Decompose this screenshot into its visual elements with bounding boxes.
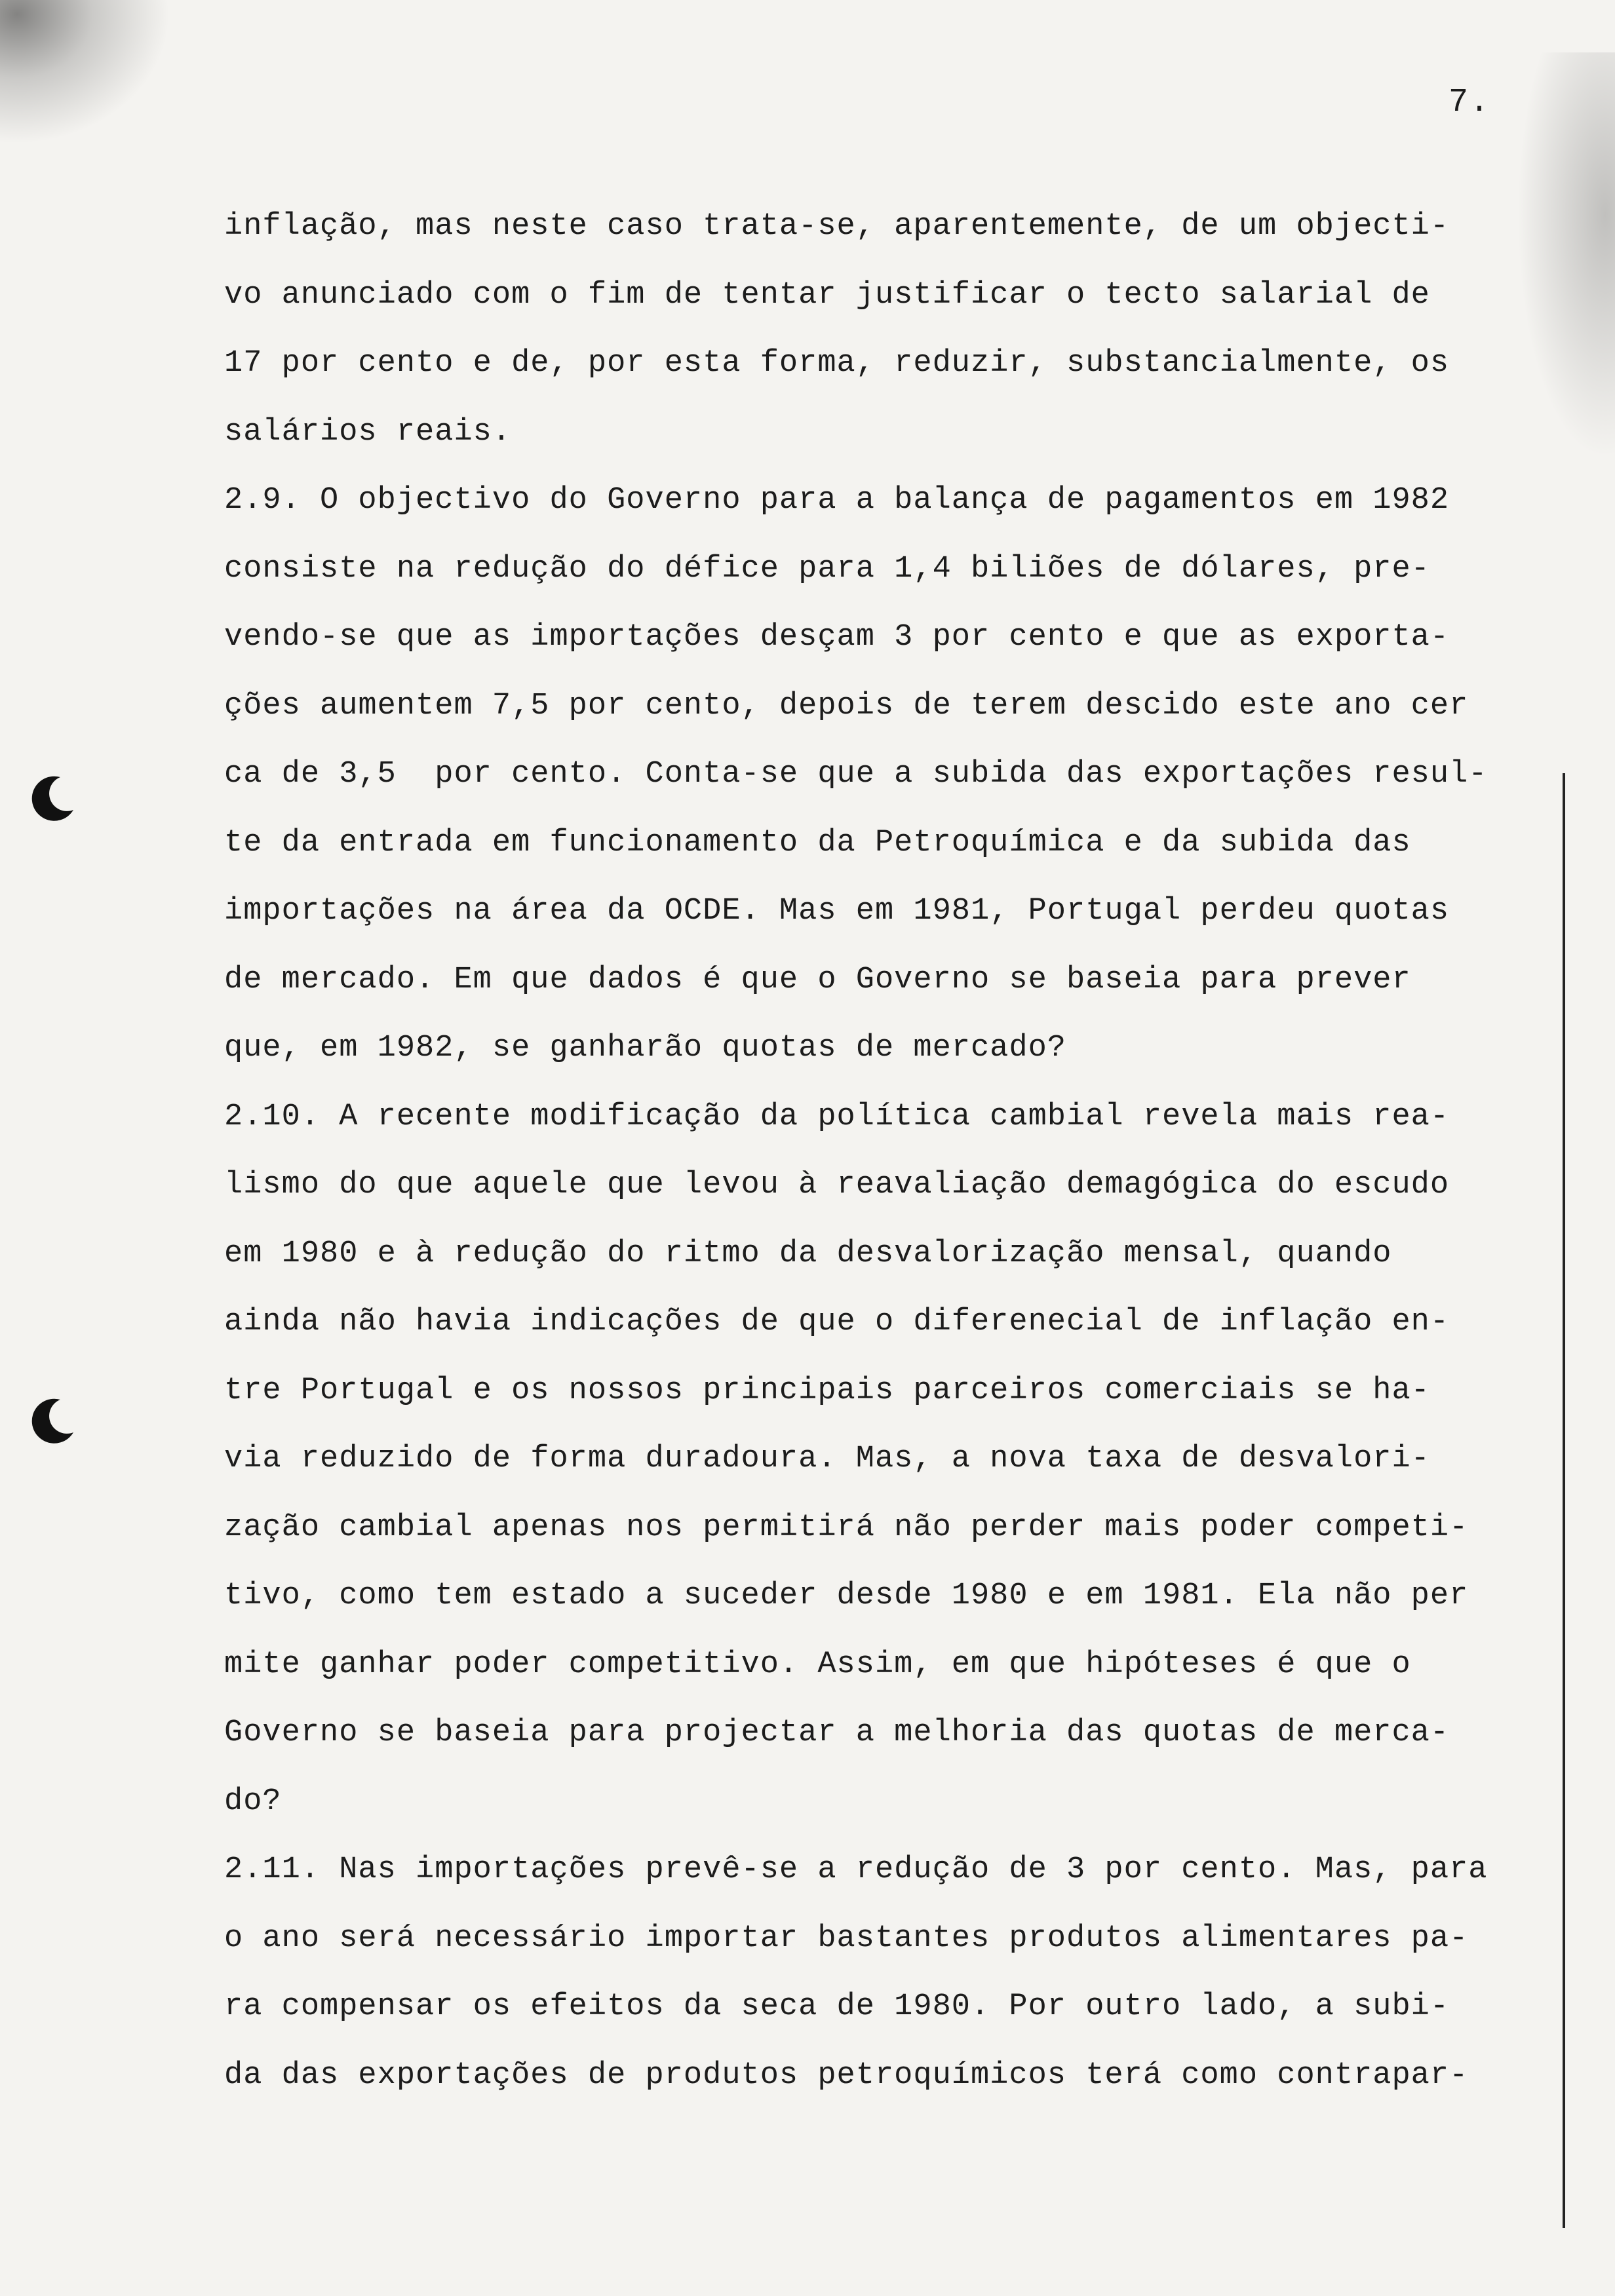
text-line: do?: [224, 1784, 282, 1819]
scan-shadow-top-left: [0, 0, 170, 144]
text-line: o ano será necessário importar bastantes produtos alimentares pa-: [224, 1921, 1469, 1956]
text-line: 2.11. Nas importações prevê-se a redução de 3 por cento. Mas, para: [224, 1852, 1488, 1887]
page-edge-line: [1563, 773, 1565, 2228]
text-line: ções aumentem 7,5 por cento, depois de terem descido este ano cer: [224, 688, 1469, 723]
text-line: via reduzido de forma duradoura. Mas, a nova taxa de desvalori-: [224, 1442, 1430, 1476]
document-body: [224, 193, 1522, 2110]
punch-hole-icon: [22, 1394, 76, 1448]
text-line: zação cambial apenas nos permitirá não perder mais poder competi-: [224, 1510, 1469, 1545]
text-line: te da entrada em funcionamento da Petroquímica e da subida das: [224, 825, 1411, 860]
text-line: da das exportações de produtos petroquímicos terá como contrapar-: [224, 2057, 1469, 2093]
scan-shadow-right: [1517, 52, 1615, 459]
text-line: tre Portugal e os nossos principais parceiros comerciais se ha-: [224, 1373, 1430, 1408]
text-line: lismo do que aquele que levou à reavaliação demagógica do escudo: [224, 1168, 1450, 1202]
text-line: consiste na redução do défice para 1,4 biliões de dólares, pre-: [224, 551, 1430, 586]
text-line: vo anunciado com o fim de tentar justificar o tecto salarial de: [224, 277, 1430, 313]
page-number: 7.: [1449, 84, 1491, 121]
text-line: salários reais.: [224, 414, 512, 450]
text-line: de mercado. Em que dados é que o Governo se baseia para prever: [224, 962, 1411, 997]
text-line: mite ganhar poder competitivo. Assim, em que hipóteses é que o: [224, 1647, 1411, 1682]
text-line: 2.10. A recente modificação da política cambial revela mais rea-: [224, 1099, 1450, 1134]
text-line: que, em 1982, se ganharão quotas de mercado?: [224, 1031, 1067, 1065]
text-line: inflação, mas neste caso trata-se, aparentemente, de um objecti-: [224, 209, 1450, 244]
text-line: tivo, como tem estado a suceder desde 1980 e em 1981. Ela não per: [224, 1578, 1469, 1613]
text-line: 17 por cento e de, por esta forma, reduzir, substancialmente, os: [224, 346, 1450, 381]
text-line: ra compensar os efeitos da seca de 1980. Por outro lado, a subi-: [224, 1989, 1450, 2024]
text-line: importações na área da OCDE. Mas em 1981, Portugal perdeu quotas: [224, 894, 1450, 928]
text-line: ca de 3,5 por cento. Conta-se que a subida das exportações resul-: [224, 757, 1488, 792]
punch-hole-icon: [22, 772, 76, 826]
text-line: Governo se baseia para projectar a melhoria das quotas de merca-: [224, 1715, 1450, 1750]
text-line: vendo-se que as importações desçam 3 por cento e que as exporta-: [224, 620, 1450, 655]
text-line: 2.9. O objectivo do Governo para a balança de pagamentos em 1982: [224, 483, 1450, 518]
text-line: ainda não havia indicações de que o diferenecial de inflação en-: [224, 1305, 1450, 1339]
text-line: em 1980 e à redução do ritmo da desvalorização mensal, quando: [224, 1236, 1392, 1271]
